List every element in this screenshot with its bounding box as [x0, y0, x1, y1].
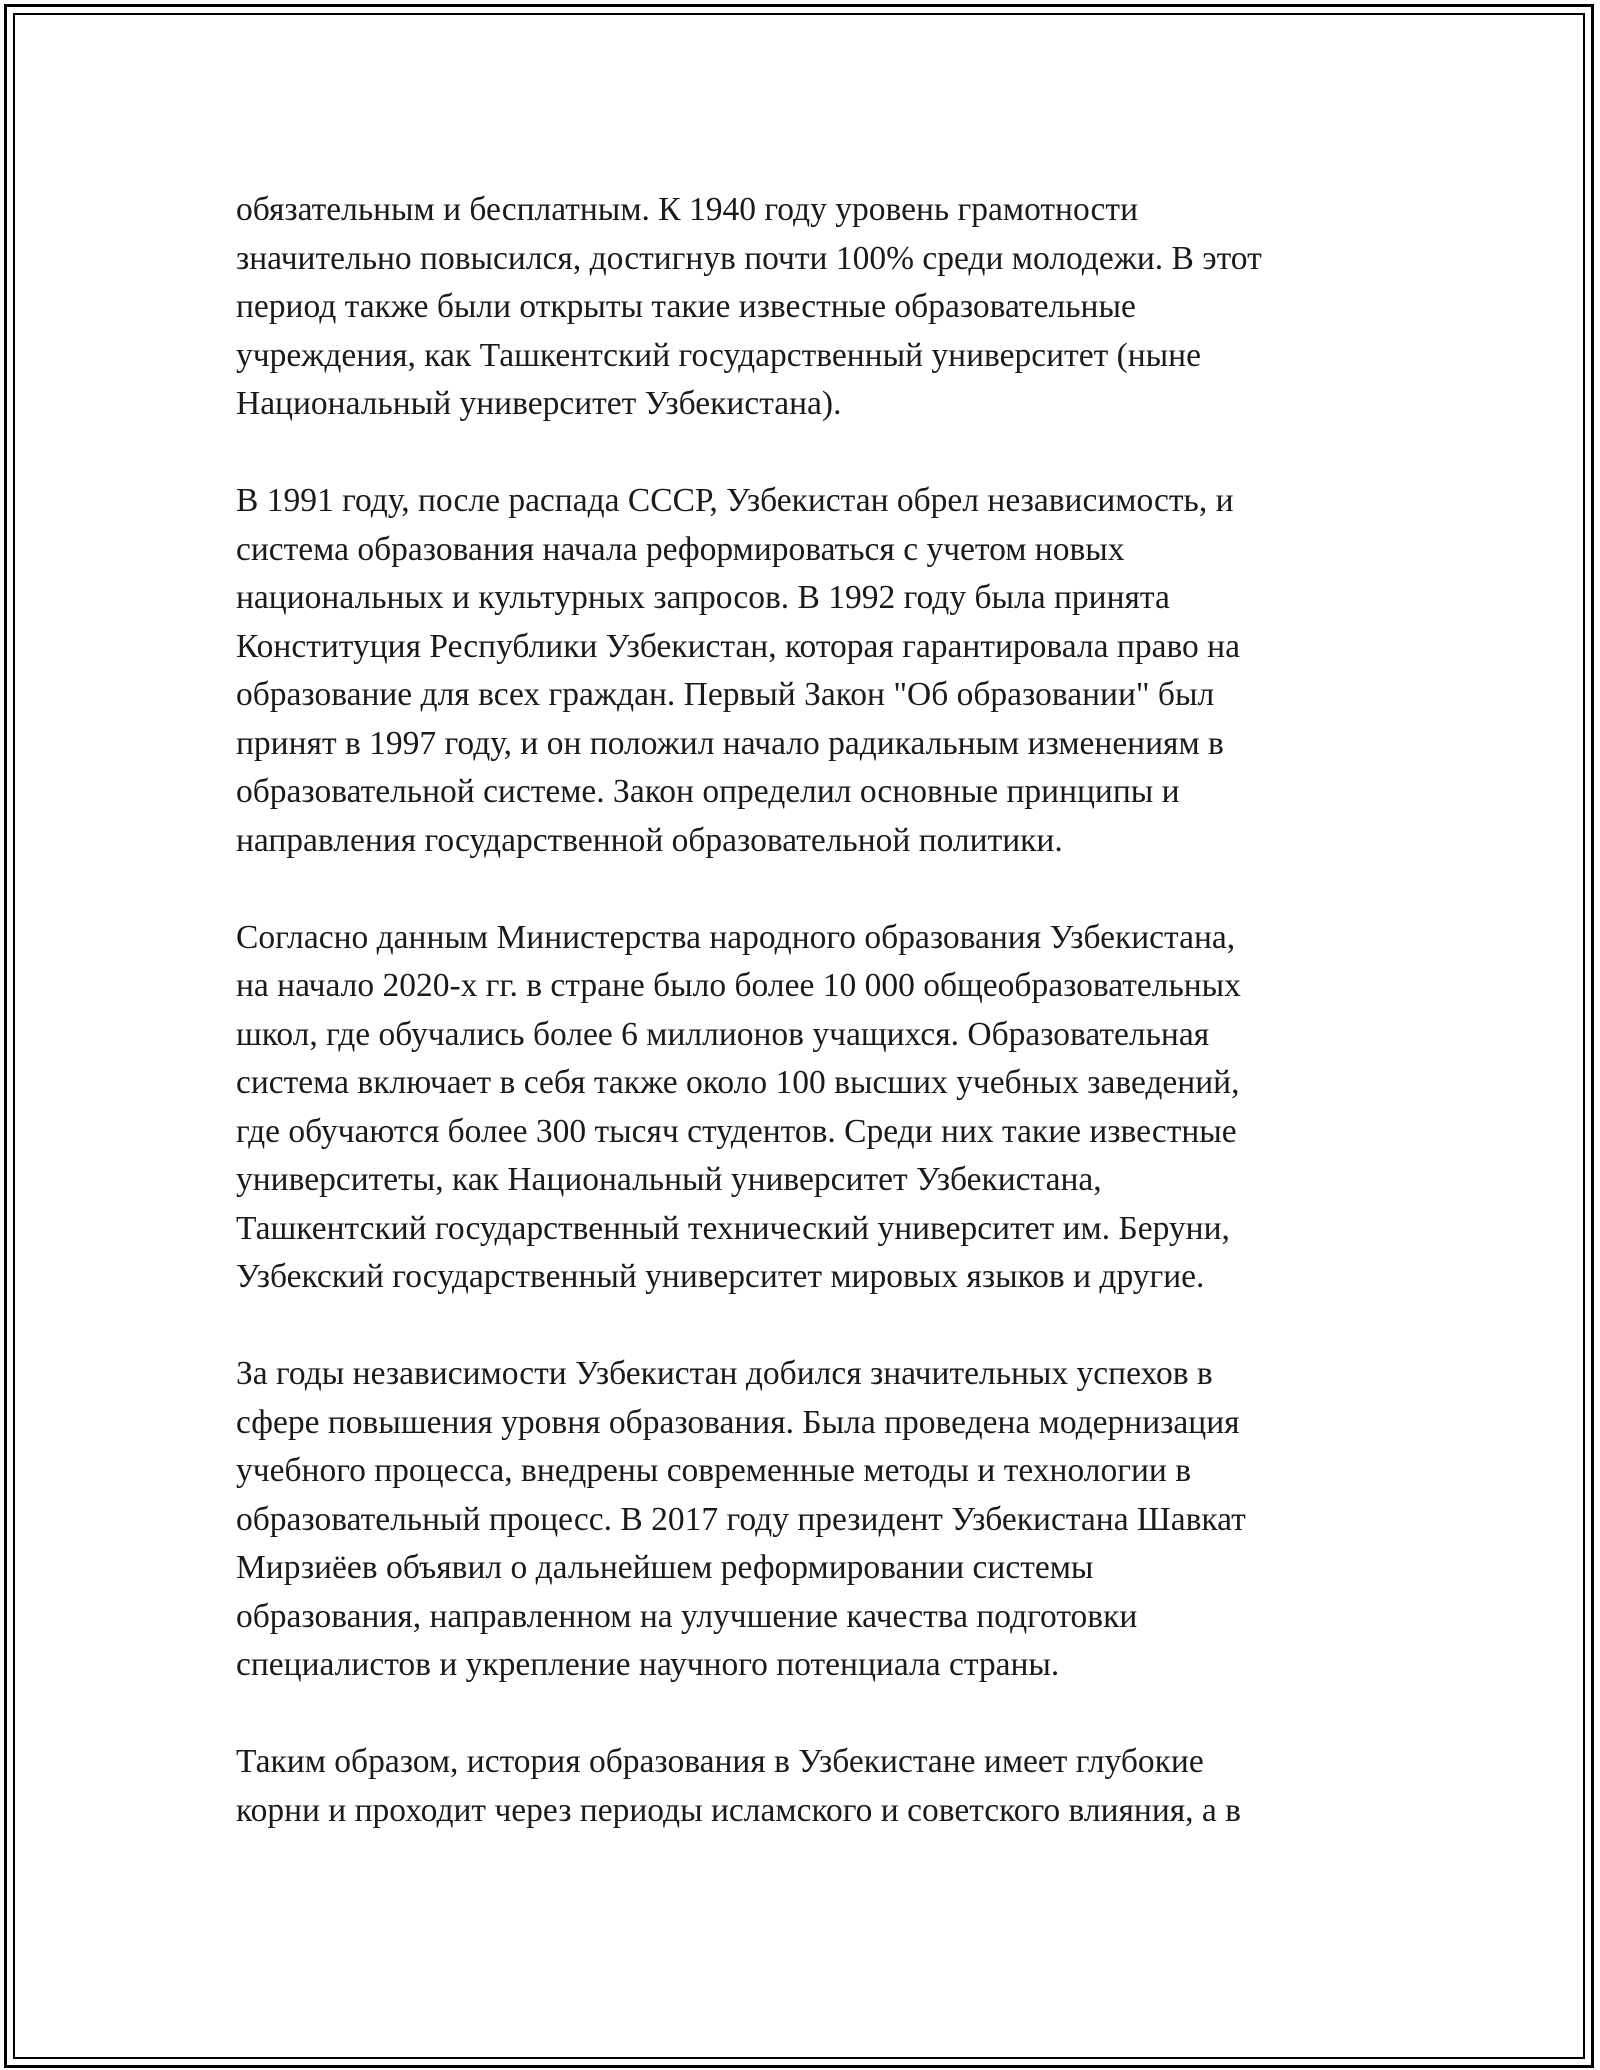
paragraph-2: [236, 477, 1416, 865]
paragraph-4: [236, 1350, 1416, 1690]
text-line: на начало 2020-х гг. в стране было более 10 000 общеобразовательных: [236, 967, 1241, 1004]
text-line: образования, направленном на улучшение качества подготовки: [236, 1597, 1138, 1635]
text-line: специалистов и укрепление научного потенциала страны.: [236, 1646, 1060, 1683]
text-line: направления государственной образовательной политики.: [236, 821, 1063, 859]
text-line: сфере повышения уровня образования. Была проведена модернизация: [236, 1403, 1240, 1441]
paragraph-3: [236, 914, 1416, 1302]
text-line: обязательным и бесплатным. К 1940 году уровень грамотности: [236, 191, 1138, 228]
text-line: Мирзиёев объявил о дальнейшем реформировании системы: [236, 1549, 1094, 1586]
text-line: образовательный процесс. В 2017 году президент Узбекистана Шавкат: [236, 1500, 1246, 1538]
text-line: университеты, как Национальный университет Узбекистана,: [236, 1161, 1102, 1198]
text-line: образование для всех граждан. Первый Закон "Об образовании" был: [236, 676, 1215, 713]
text-line: образовательной системе. Закон определил основные принципы и: [236, 773, 1180, 810]
text-line: В 1991 году, после распада СССР, Узбекистан обрел независимость, и: [236, 482, 1234, 519]
text-line: учебного процесса, внедрены современные методы и технологии в: [236, 1452, 1192, 1489]
text-line: Ташкентский государственный технический университет им. Беруни,: [236, 1209, 1230, 1247]
paragraph-5: [236, 1738, 1416, 1835]
text-line: система образования начала реформироваться с учетом новых: [236, 530, 1125, 568]
text-line: принят в 1997 году, и он положил начало радикальным изменениям в: [236, 724, 1224, 762]
text-line: Национальный университет Узбекистана).: [236, 385, 842, 422]
text-line: Узбекский государственный университет мировых языков и другие.: [236, 1258, 1205, 1295]
text-line: школ, где обучались более 6 миллионов учащихся. Образовательная: [236, 1015, 1210, 1053]
paragraph-1: [236, 186, 1416, 429]
text-line: учреждения, как Ташкентский государственный университет (ныне: [236, 336, 1201, 374]
text-line: Таким образом, история образования в Узбекистане имеет глубокие: [236, 1743, 1204, 1780]
text-line: период также были открыты такие известные образовательные: [236, 288, 1136, 325]
text-line: система включает в себя также около 100 высших учебных заведений,: [236, 1064, 1240, 1101]
text-line: корни и проходит через периоды исламского и советского влияния, а в: [236, 1791, 1241, 1829]
text-line: значительно повысился, достигнув почти 100% среди молодежи. В этот: [236, 239, 1262, 277]
text-line: где обучаются более 300 тысяч студентов. Среди них такие известные: [236, 1112, 1237, 1150]
text-line: Конституция Республики Узбекистан, которая гарантировала право на: [236, 627, 1240, 665]
document-body: [236, 186, 1416, 1835]
text-line: Согласно данным Министерства народного образования Узбекистана,: [236, 918, 1236, 956]
text-line: За годы независимости Узбекистан добился значительных успехов в: [236, 1355, 1213, 1392]
text-line: национальных и культурных запросов. В 1992 году была принята: [236, 579, 1170, 616]
